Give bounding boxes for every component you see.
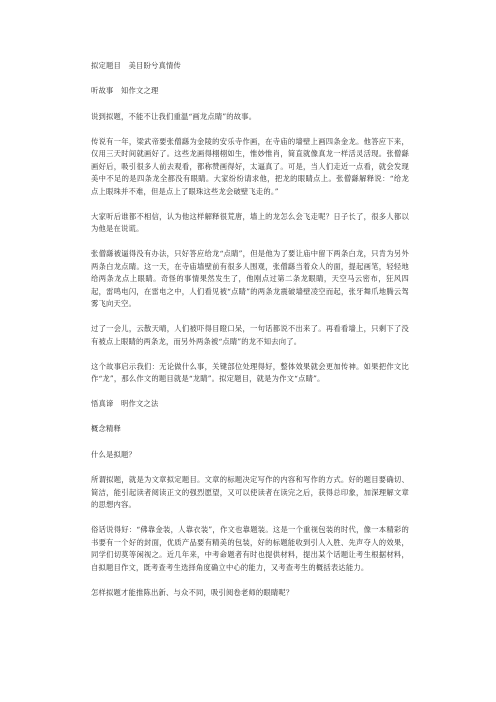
question-what-is-titling: 什么是拟题？ [91,449,136,459]
section-heading-story: 听故事 知作文之理 [91,86,159,96]
paragraph-aftermath: 过了一会儿，云散天晴，人们被吓得目瞪口呆，一句话都说不出来了。再看看墙上，只剩下了没有被点上眼睛的两条龙，而另外两条被“点睛”的龙不知去向了。 [91,324,409,346]
subheading-concept: 概念精释 [91,424,121,434]
paragraph-disbelief: 大家听后谁都不相信，认为他这样解释很荒唐，墙上的龙怎么会飞走呢？日子长了，很多人都以为他是在说谎。 [91,211,409,234]
paragraph-definition: 所谓拟题，就是为文章拟定题目。文章的标题决定写作的内容和写作的方式。好的题目要确切、简洁，能引起读者阅读正文的强烈愿望，又可以使读者在读完之后，获得总印象，加深理解文章的思想内容。 [91,475,409,510]
paragraph-intro: 说到拟题，不能不让我们重温“画龙点睛”的故事。 [91,111,257,121]
question-how-to-title: 怎样拟题才能推陈出新、与众不同，吸引阅卷老师的眼睛呢？ [91,587,294,597]
document-body [91,60,409,611]
document-title: 拟定题目 美目盼兮真情传 [91,61,181,70]
paragraph-lesson: 这个故事启示我们：无论做什么事，关键部位处理得好，整体效果就会更加传神。如果把作文比作“龙”，那么作文的题目就是“龙睛”。拟定题目，就是为作文“点睛”。 [91,361,409,384]
paragraph-legend: 传说有一年，梁武帝要张僧繇为金陵的安乐寺作画，在寺庙的墙壁上画四条金龙。他答应下来，仅用三天时间就画好了。这些龙画得栩栩如生，惟妙惟肖，简直就像真龙一样活灵活现。张僧繇画好后，吸引很多人前去观看，都称赞画得好，太逼真了。可是，当人们走近一点看，就会发现美中不足的是四条龙全都没有眼睛。大家纷纷请求他，把龙的眼睛点上。张僧繇解释说：“给龙点上眼珠并不难，但是点上了眼珠这些龙会破壁飞走的。” [91,136,409,196]
section-heading-method: 悟真谛 明作文之法 [91,399,159,408]
paragraph-dotting-eyes: 张僧繇被逼得没有办法，只好答应给龙“点睛”，但是他为了要让庙中留下两条白龙，只肯为另外两条白龙点睛。这一天，在寺庙墙壁前有很多人围观，张僧繇当着众人的面，提起画笔，轻轻地给两条龙点上眼睛。奇怪的事情果然发生了，他刚点过第二条龙眼睛，天空马云密布，狂风四起，雷鸣电闪，在雷电之中，人们看见被“点睛”的两条龙震破墙壁凌空而起，张牙舞爪地腾云驾雾飞向天空。 [91,249,409,309]
paragraph-saying: 俗话说得好：“佛靠金装，人靠衣装”，作文也靠题装。这是一个重视包装的时代，像一本精彩的书要有一个好的封面，优质产品要有精美的包装，好的标题能收到引人入胜、先声夺人的效果，同学们切莫等闲视之。近几年来，中考命题者有时也提供材料，提出某个话题让考生根据材料，自拟题目作文，既考查考生选择角度确立中心的能力，又考查考生的概括表达能力。 [91,525,409,572]
